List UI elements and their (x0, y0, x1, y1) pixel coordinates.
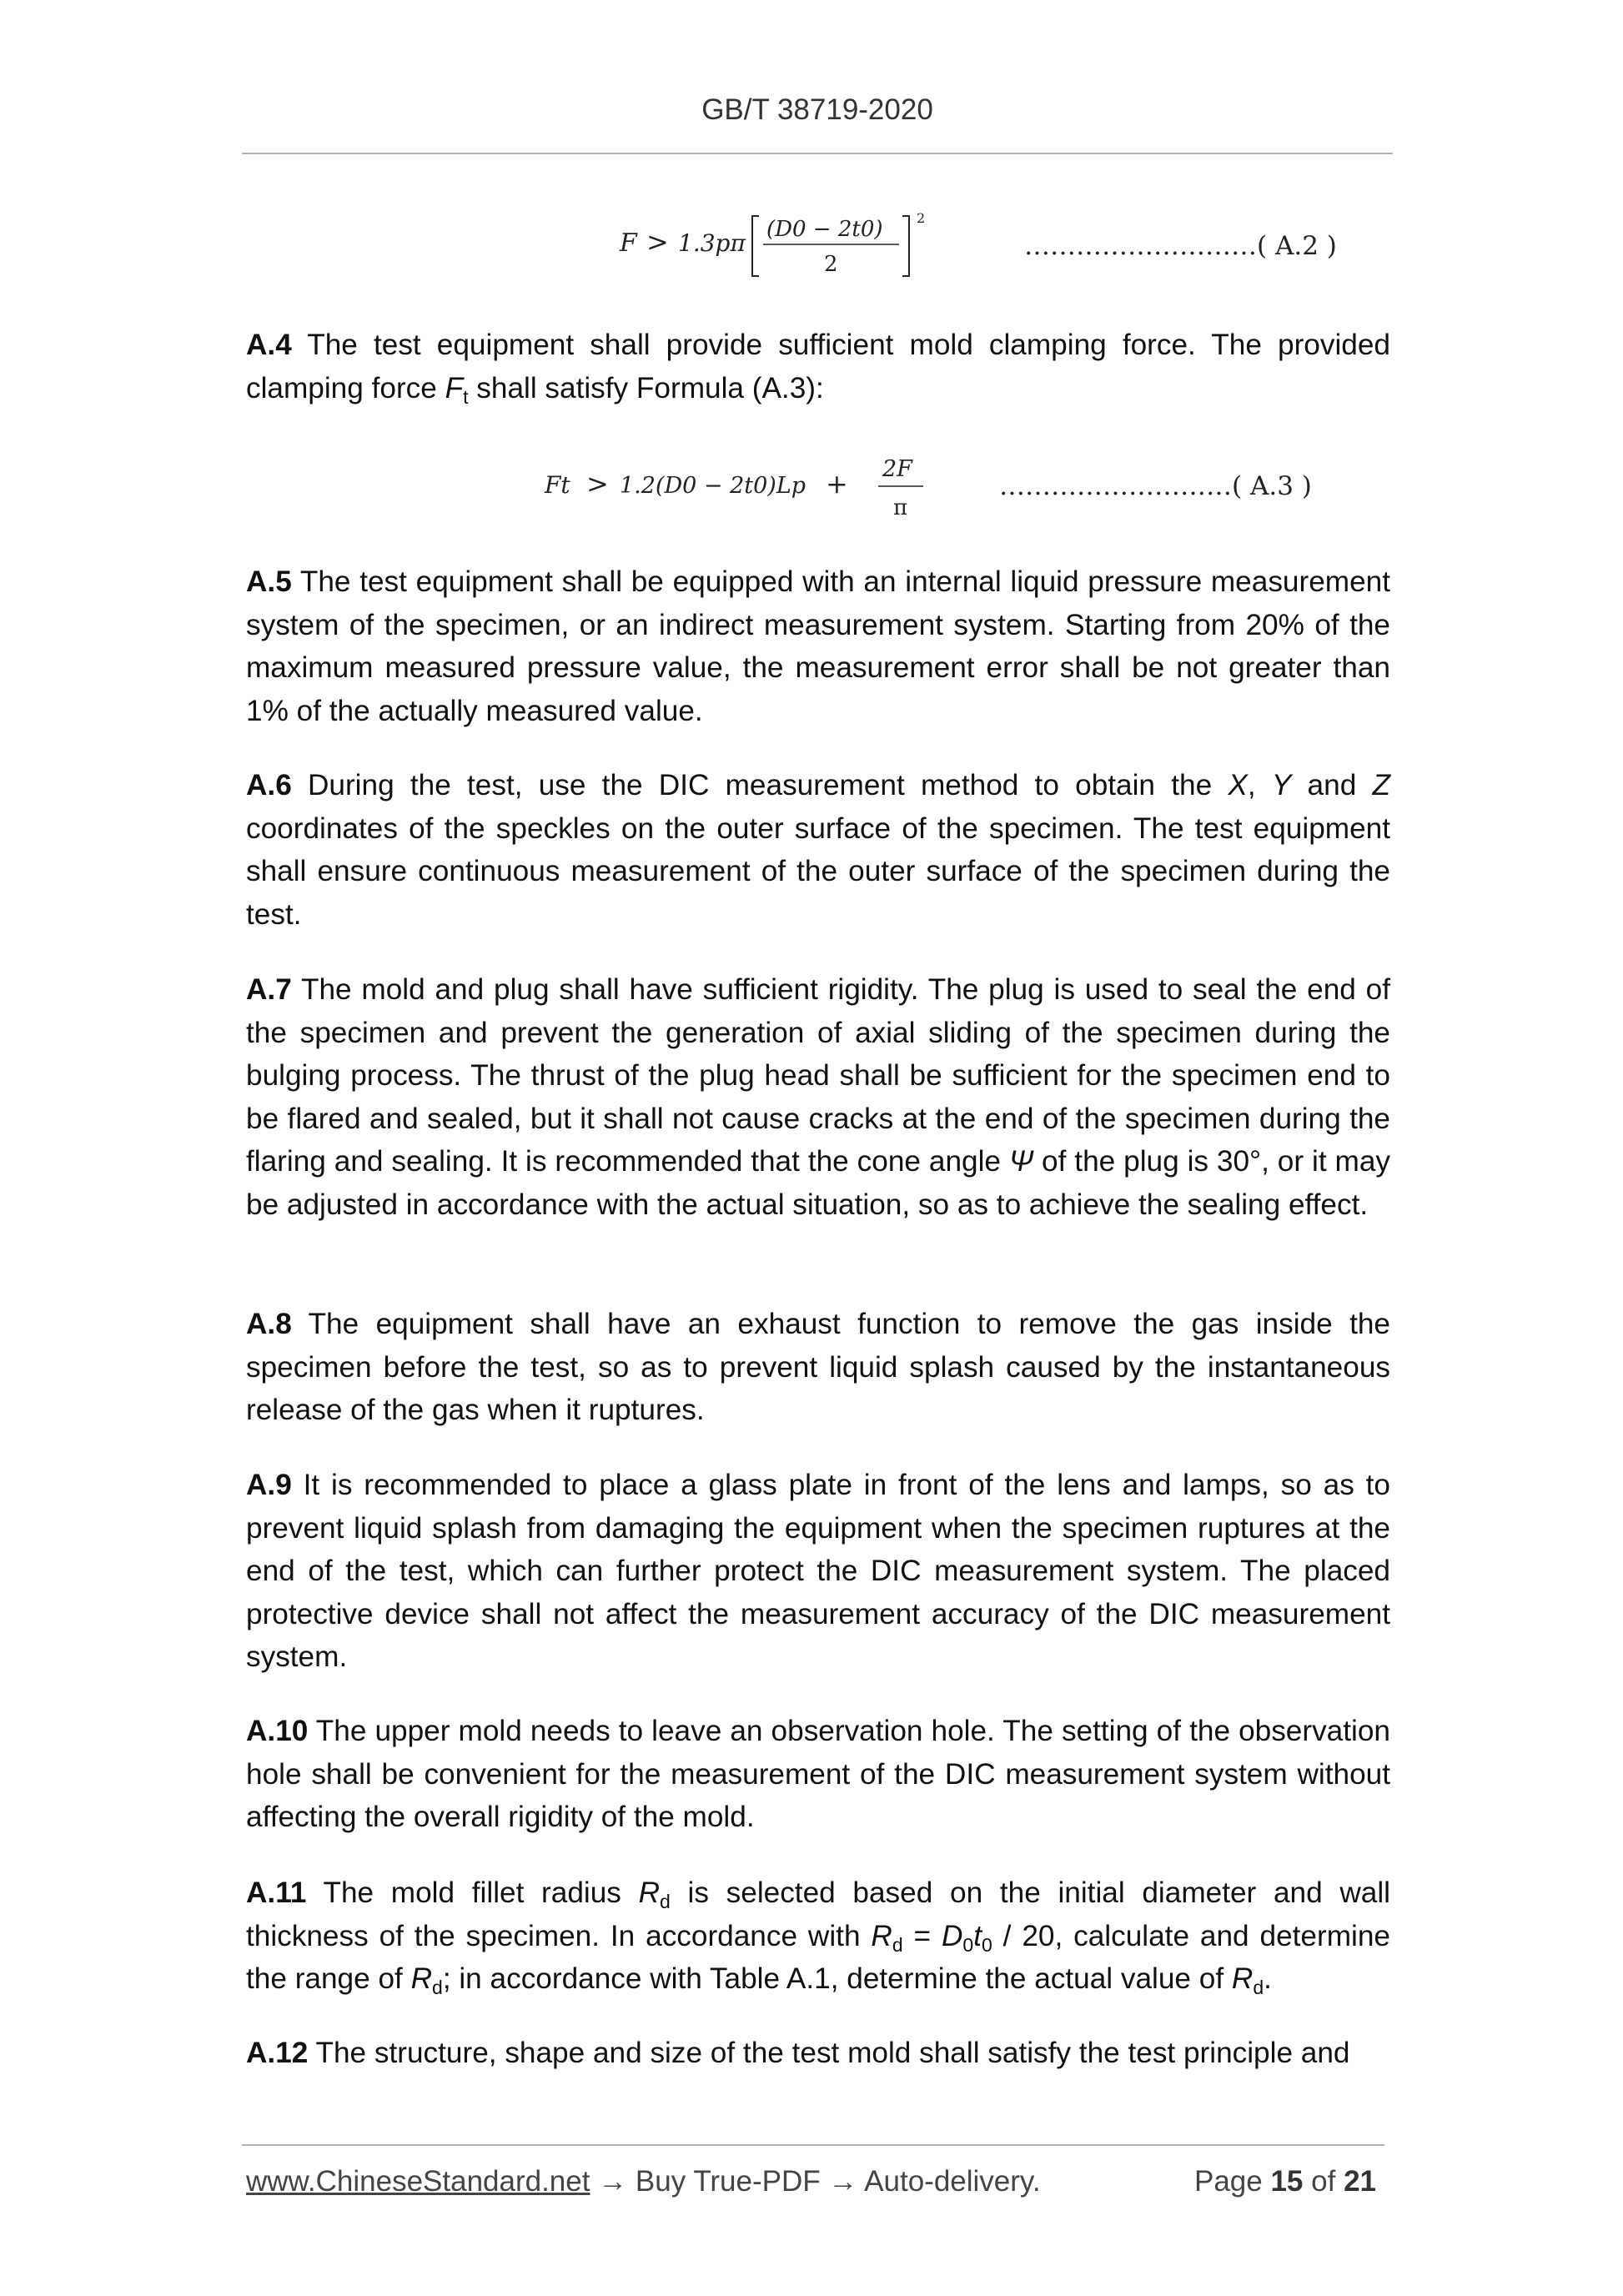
clause-text: During the test, use the DIC measurement method to obtain the (291, 769, 1229, 801)
clause-label: A.9 (246, 1469, 292, 1501)
clause-label: A.7 (246, 973, 292, 1006)
clause-text: , (1247, 769, 1272, 801)
variable-r: R (871, 1919, 892, 1952)
paragraph-a12 (246, 2032, 1390, 2075)
formula-a2-denominator: 2 (824, 252, 838, 277)
paragraph-a4 (246, 324, 1390, 409)
paragraph-a9 (246, 1464, 1390, 1679)
clause-label: A.8 (246, 1308, 292, 1340)
variable-z: Z (1372, 769, 1390, 801)
variable-y: Y (1271, 769, 1292, 801)
clause-label: A.4 (246, 329, 292, 361)
clause-text: The upper mold needs to leave an observation hole. The setting of the observation hole shall be convenient for the measurement of the DIC measurement system without affecting the overall rigidity of the mold. (246, 1715, 1390, 1833)
page-indicator (1194, 2165, 1376, 2198)
formula-a2-right-bracket (902, 216, 909, 276)
formula-a3-lhs: Ft (545, 471, 570, 499)
formula-a3-numerator: 2F (882, 456, 912, 482)
subscript: 0 (981, 1933, 992, 1956)
formula-a3-plus: + (826, 468, 848, 500)
variable-x: X (1228, 769, 1248, 801)
variable-d: D (941, 1919, 963, 1952)
clause-text: The equipment shall have an exhaust function to remove the gas inside the specimen before the test, so as to prevent liquid splash caused by the instantaneous release of the gas when it ruptures. (246, 1308, 1390, 1426)
clause-text: The test equipment shall be equipped with an internal liquid pressure measurement system of the specimen, or an indirect measurement system. Starting from 20% of the maximum measured pressure value, the measurement error shall be not greater than 1% of the actually measured value. (246, 565, 1390, 727)
clause-label: A.11 (246, 1876, 307, 1909)
variable-r: R (1231, 1962, 1254, 1995)
paragraph-a5 (246, 560, 1390, 732)
header-rule (242, 153, 1393, 154)
subscript: d (660, 1891, 671, 1912)
subscript: d (432, 1977, 443, 1998)
subscript: d (1253, 1977, 1264, 1998)
formula-a3-term1: 1.2(D0 − 2t0)Lp (620, 473, 806, 499)
footer-rule (242, 2144, 1384, 2146)
clause-label: A.6 (246, 769, 292, 801)
formula-a2-numerator: (D0 − 2t0) (766, 217, 883, 242)
website-link[interactable]: www.ChineseStandard.net (246, 2165, 590, 2198)
subscript: d (892, 1933, 903, 1956)
formula-a3-op: > (586, 468, 609, 500)
clause-text: It is recommended to place a glass plate in front of the lens and lamps, so as to prevent liquid splash from damaging the equipment when the specimen ruptures at the end of the test, which can further protect the DIC measurement system. The placed protective device shall not affect the measurement accuracy of the DIC measurement system. (246, 1469, 1390, 1673)
formula-a2 (613, 204, 947, 288)
total-pages: 21 (1344, 2165, 1376, 2198)
formula-a3-graphic (538, 446, 938, 530)
clause-text: / 20, calculate and determine the range of (246, 1919, 1390, 1995)
clause-label: A.12 (246, 2037, 309, 2069)
page-header: GB/T 38719-2020 (701, 93, 933, 126)
clause-text: The structure, shape and size of the test mold shall satisfy the test principle and (308, 2037, 1350, 2069)
clause-text: The mold and plug shall have sufficient rigidity. The plug is used to seal the end of the specimen and prevent the generation of axial sliding of the specimen during the bulging process. The thrust of the plug head shall be sufficient for the specimen end to be flared and sealed, but it shall not cause cracks at the end of the specimen during the flaring and sealing. It is recommended that the cone angle (246, 973, 1390, 1178)
clause-text: The test equipment shall provide sufficient mold clamping force. The provided clamping force (246, 329, 1390, 404)
clause-label: A.5 (246, 565, 292, 598)
footer-tagline: → Buy True-PDF → Auto-delivery. (590, 2165, 1041, 2198)
clause-label: A.10 (246, 1715, 309, 1747)
formula-a2-left-bracket (752, 216, 759, 276)
clause-text: coordinates of the speckles on the outer surface of the specimen. The test equipment shall ensure continuous measurement of the outer surface of the specimen during the test. (246, 811, 1390, 931)
paragraph-a7 (246, 968, 1390, 1226)
clause-text: . (1264, 1962, 1272, 1995)
formula-a2-op: > (646, 226, 669, 258)
paragraph-a11 (246, 1871, 1390, 2001)
clause-text: shall satisfy Formula (A.3): (468, 371, 824, 404)
variable-r: R (638, 1876, 661, 1909)
paragraph-a6 (246, 764, 1390, 936)
current-page: 15 (1270, 2165, 1304, 2198)
paragraph-a10 (246, 1710, 1390, 1839)
clause-text: = (902, 1919, 942, 1952)
variable-r: R (410, 1962, 433, 1995)
formula-a2-coef: 1.3pπ (678, 229, 746, 257)
variable-psi: Ψ (1008, 1145, 1034, 1178)
formula-a2-lhs: F (620, 229, 637, 258)
subscript: 0 (962, 1933, 974, 1956)
variable: F (445, 371, 464, 404)
clause-text: ; in accordance with Table A.1, determine the actual value of (442, 1962, 1232, 1995)
of-word: of (1311, 2165, 1336, 2198)
formula-a3-denominator: π (893, 495, 908, 520)
formula-a3-number: ………………………( A.3 ) (999, 471, 1312, 501)
clause-text: and (1291, 769, 1373, 801)
formula-a3 (538, 446, 938, 530)
variable-t: t (973, 1919, 982, 1952)
formula-a2-exponent: 2 (917, 210, 926, 226)
formula-a2-number: ………………………( A.2 ) (1024, 231, 1337, 261)
page-word: Page (1193, 2165, 1263, 2198)
clause-text: of the plug is 30°, or it may be adjusted in accordance with the actual situation, so as to achieve the sealing effect. (246, 1145, 1390, 1221)
subscript: t (463, 385, 469, 408)
page-footer (246, 2165, 1376, 2207)
clause-text: The mold fillet radius (306, 1876, 639, 1909)
clause-text: is selected based on the initial diameter and wall thickness of the specimen. In accordance with (246, 1876, 1391, 1952)
formula-a2-graphic (613, 204, 947, 288)
paragraph-a8 (246, 1303, 1390, 1432)
